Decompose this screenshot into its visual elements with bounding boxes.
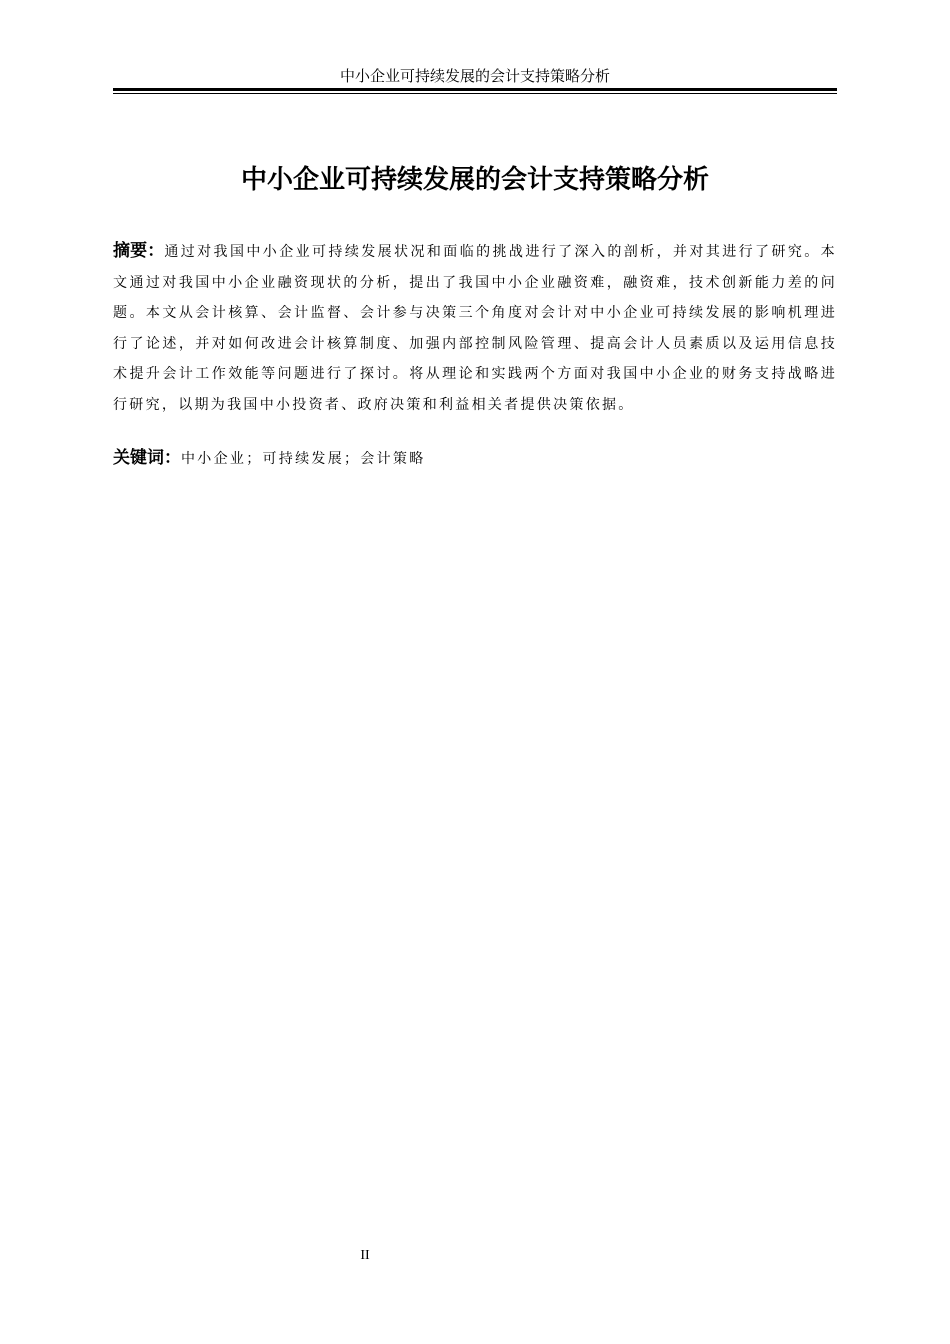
abstract-label: 摘要： [113,241,165,261]
document-title: 中小企业可持续发展的会计支持策略分析 [240,165,709,195]
keywords-paragraph [113,443,837,474]
header-rule-thick [113,88,837,91]
keywords-text: 中小企业；可持续发展；会计策略 [181,451,426,467]
page-number: II [360,1248,370,1263]
abstract-text: 通过对我国中小企业可持续发展状况和面临的挑战进行了深入的剖析，并对其进行了研究。本文通过对我国中小企业融资现状的分析，提出了我国中小企业融资难，融资难，技术创新能力差的问题。本文从会计核算、会计监督、会计参与决策三个角度对会计对中小企业可持续发展的影响机理进行了论述，并对如何改进会计核算制度、加强内部控制风险管理、提高会计人员素质以及运用信息技术提升会计工作效能等问题进行了探讨。将从理论和实践两个方面对我国中小企业的财务支持战略进行研究，以期为我国中小投资者、政府决策和利益相关者提供决策依据。 [113,244,837,413]
keywords-label: 关键词： [113,448,181,468]
header-rule-thin [113,93,837,94]
running-header: 中小企业可持续发展的会计支持策略分析 [339,67,610,85]
abstract-paragraph [113,236,837,420]
